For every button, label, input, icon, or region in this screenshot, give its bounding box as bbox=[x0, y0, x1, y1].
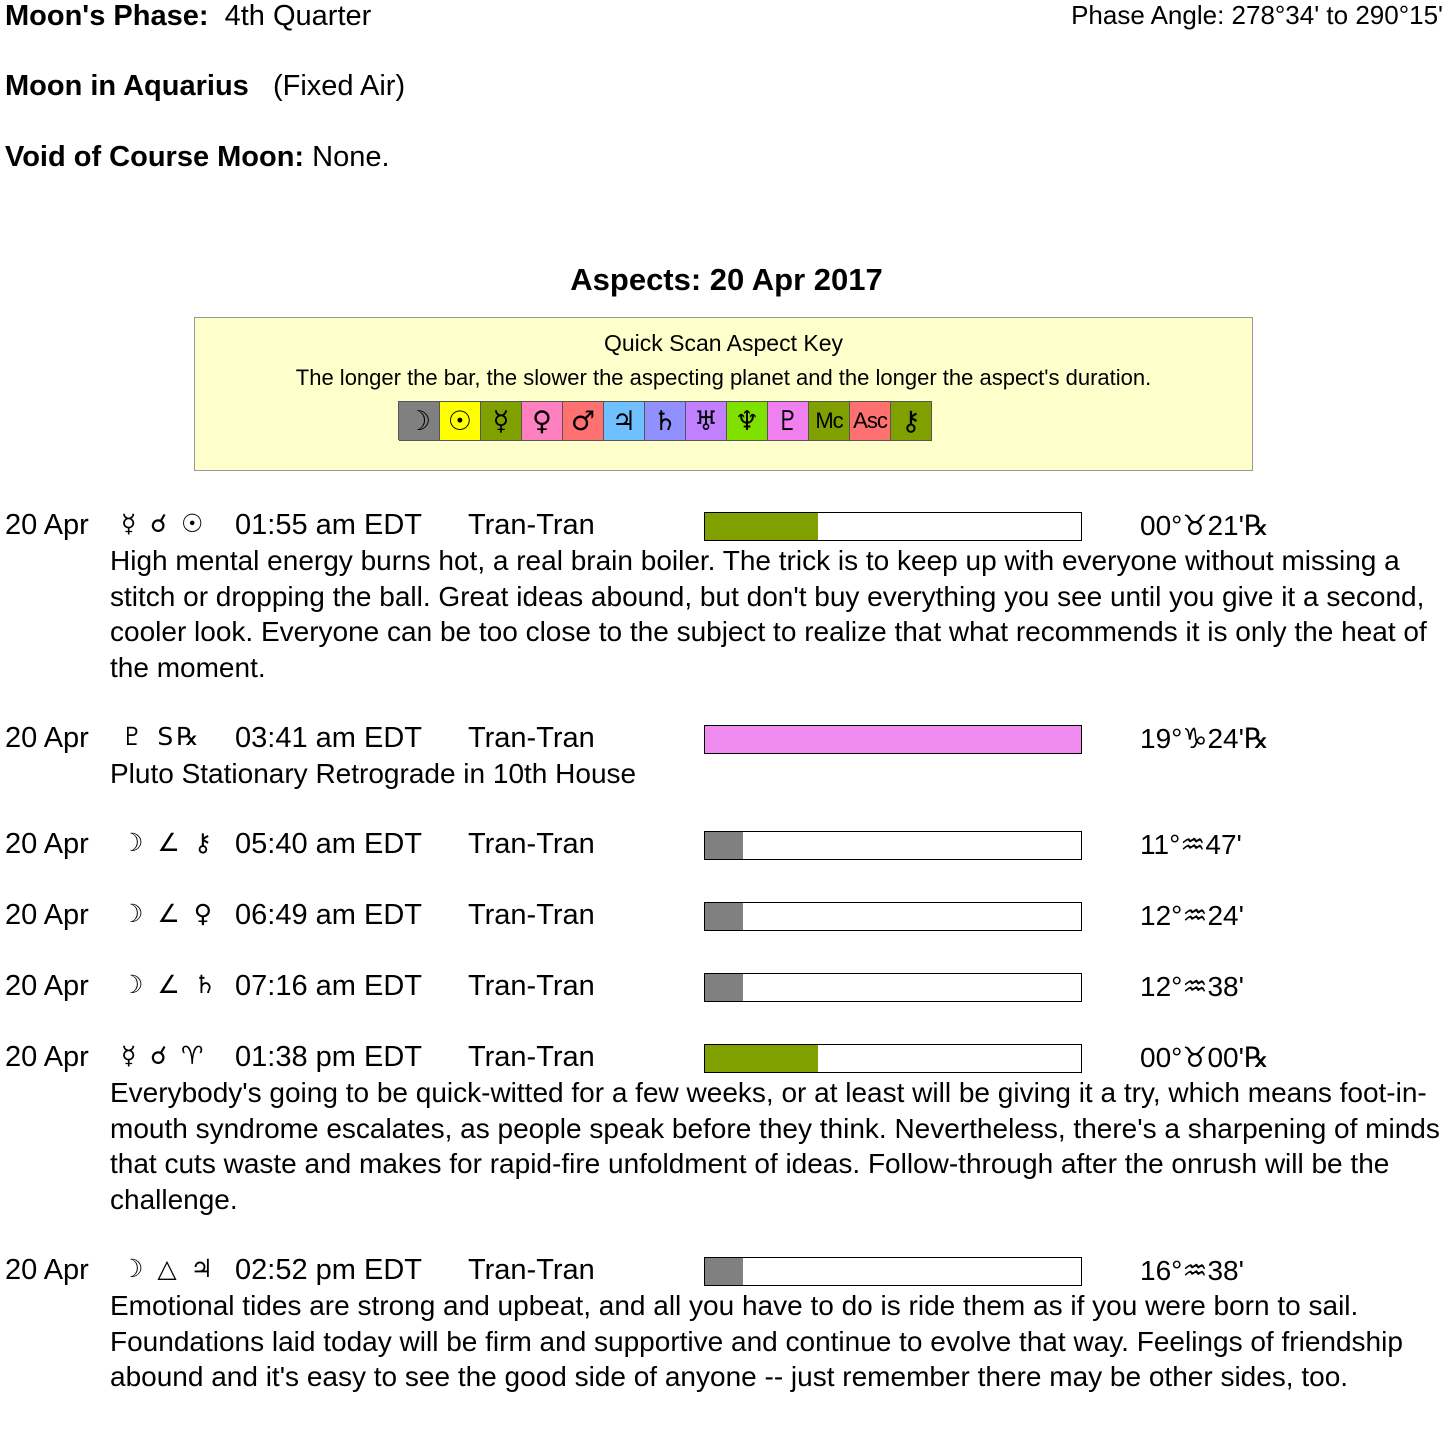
aspect-glyphs-icon: ☿ ☌ ☉ bbox=[121, 509, 207, 538]
aspect-glyphs-icon: ☿ ☌ ♈ bbox=[121, 1041, 207, 1070]
duration-bar bbox=[704, 1257, 1082, 1286]
aspect-interpretation: High mental energy burns hot, a real brain boiler. The trick is to keep up with everyone without missing a stitch or dropping the ball. Great ideas abound, but don't buy everything you see until you give it a second, cooler look. Everyone can be too close to the subject to realize that what recommends it is only the heat of the moment. bbox=[110, 545, 1427, 683]
neptune-icon: ♆ bbox=[727, 401, 768, 441]
uranus-icon: ♅ bbox=[686, 401, 727, 441]
duration-bar-fill bbox=[705, 832, 743, 859]
aspect-date: 20 Apr bbox=[5, 1041, 89, 1073]
aspect-glyphs-icon: ☽ ∠ ⚷ bbox=[121, 828, 216, 857]
moon-phase-value: 4th Quarter bbox=[224, 0, 372, 32]
aspect-date: 20 Apr bbox=[5, 509, 89, 541]
aspect-type: Tran-Tran bbox=[468, 509, 595, 541]
aspect-interpretation: Everybody's going to be quick-witted for a few weeks, or at least will be giving it a try, which means foot-in-mouth syndrome escalates, as people speak before they think. Nevertheless, there's a sharpening of minds that cuts waste and makes for rapid-fire unfoldment of ideas. Follow-through after the onrush will be the challenge. bbox=[110, 1077, 1440, 1215]
aspect-degree: 11°♒47' bbox=[1140, 829, 1242, 860]
duration-bar-fill bbox=[705, 513, 818, 540]
aspects-title: Aspects: 20 Apr 2017 bbox=[570, 262, 883, 297]
duration-bar-fill bbox=[705, 903, 743, 930]
aspect-row bbox=[0, 968, 1453, 1004]
aspect-degree: 16°♒38' bbox=[1140, 1255, 1244, 1286]
aspect-time: 05:40 am EDT bbox=[235, 828, 422, 860]
aspect-degree: 00°♉00'℞ bbox=[1140, 1042, 1270, 1073]
aspect-glyphs-icon: ♇ S℞ bbox=[121, 722, 202, 751]
duration-bar-fill bbox=[705, 974, 743, 1001]
jupiter-icon: ♃ bbox=[604, 401, 645, 441]
aspect-time: 06:49 am EDT bbox=[235, 899, 422, 931]
aspect-degree: 19°♑24'℞ bbox=[1140, 723, 1270, 754]
aspect-glyphs-icon: ☽ △ ♃ bbox=[121, 1254, 216, 1283]
pluto-icon: ♇ bbox=[768, 401, 809, 441]
aspect-interpretation: Emotional tides are strong and upbeat, and all you have to do is ride them as if you were born to sail. Foundations laid today will be firm and supportive and continue to evolve that way. Feelings of friendship abound and it's easy to see the good side of anyone -- just remember there may be other sides, too. bbox=[110, 1290, 1403, 1392]
duration-bar-fill bbox=[705, 1045, 818, 1072]
aspect-degree: 12°♒24' bbox=[1140, 900, 1244, 931]
saturn-icon: ♄ bbox=[645, 401, 686, 441]
mars-icon: ♂ bbox=[563, 401, 604, 441]
aspect-degree: 12°♒38' bbox=[1140, 971, 1244, 1002]
duration-bar bbox=[704, 1044, 1082, 1073]
moon-icon: ☽ bbox=[399, 401, 440, 441]
aspect-key-legend bbox=[398, 401, 932, 440]
moon-sign bbox=[5, 70, 405, 103]
aspect-row bbox=[0, 1252, 1453, 1288]
aspect-row bbox=[0, 1039, 1453, 1075]
moon-sign-label: Moon in Aquarius bbox=[5, 70, 249, 102]
mercury-icon: ☿ bbox=[481, 401, 522, 441]
aspect-key bbox=[194, 317, 1253, 471]
void-of-course bbox=[5, 141, 390, 174]
aspect-type: Tran-Tran bbox=[468, 722, 595, 754]
aspect-date: 20 Apr bbox=[5, 722, 89, 754]
aspect-time: 07:16 am EDT bbox=[235, 970, 422, 1002]
duration-bar bbox=[704, 902, 1082, 931]
aspect-key-title: Quick Scan Aspect Key bbox=[603, 330, 844, 356]
aspect-type: Tran-Tran bbox=[468, 1041, 595, 1073]
void-value: None. bbox=[312, 141, 390, 173]
aspect-glyphs-icon: ☽ ∠ ♀ bbox=[121, 899, 216, 928]
duration-bar bbox=[704, 725, 1082, 754]
aspect-date: 20 Apr bbox=[5, 899, 89, 931]
aspect-glyphs-icon: ☽ ∠ ♄ bbox=[121, 970, 220, 999]
aspect-type: Tran-Tran bbox=[468, 1254, 595, 1286]
aspect-type: Tran-Tran bbox=[468, 970, 595, 1002]
aspect-key-description: The longer the bar, the slower the aspecting planet and the longer the aspect's duration. bbox=[295, 365, 1152, 390]
duration-bar-fill bbox=[705, 726, 1081, 753]
midheaven-icon: Mc bbox=[809, 401, 850, 441]
duration-bar-fill bbox=[705, 1258, 743, 1285]
ascendant-icon: Asc bbox=[850, 401, 891, 441]
duration-bar bbox=[704, 512, 1082, 541]
chiron-icon: ⚷ bbox=[891, 401, 932, 441]
sun-icon: ☉ bbox=[440, 401, 481, 441]
moon-sign-detail: (Fixed Air) bbox=[272, 70, 406, 102]
duration-bar bbox=[704, 973, 1082, 1002]
venus-icon: ♀ bbox=[522, 401, 563, 441]
aspect-time: 01:55 am EDT bbox=[235, 509, 422, 541]
aspect-type: Tran-Tran bbox=[468, 828, 595, 860]
phase-angle: Phase Angle: 278°34' to 290°15' bbox=[1071, 0, 1443, 30]
aspect-interpretation: Pluto Stationary Retrograde in 10th House bbox=[110, 758, 637, 789]
moon-phase-label: Moon's Phase: bbox=[5, 0, 209, 32]
aspect-row bbox=[0, 507, 1453, 543]
aspect-date: 20 Apr bbox=[5, 1254, 89, 1286]
aspect-time: 01:38 pm EDT bbox=[235, 1041, 422, 1073]
aspect-type: Tran-Tran bbox=[468, 899, 595, 931]
void-label: Void of Course Moon: bbox=[5, 141, 305, 173]
aspect-row bbox=[0, 897, 1453, 933]
aspect-row bbox=[0, 826, 1453, 862]
moon-phase bbox=[5, 0, 371, 33]
aspect-time: 03:41 am EDT bbox=[235, 722, 422, 754]
aspect-date: 20 Apr bbox=[5, 828, 89, 860]
aspect-degree: 00°♉21'℞ bbox=[1140, 510, 1270, 541]
aspect-time: 02:52 pm EDT bbox=[235, 1254, 422, 1286]
aspect-date: 20 Apr bbox=[5, 970, 89, 1002]
duration-bar bbox=[704, 831, 1082, 860]
aspect-row bbox=[0, 720, 1453, 756]
